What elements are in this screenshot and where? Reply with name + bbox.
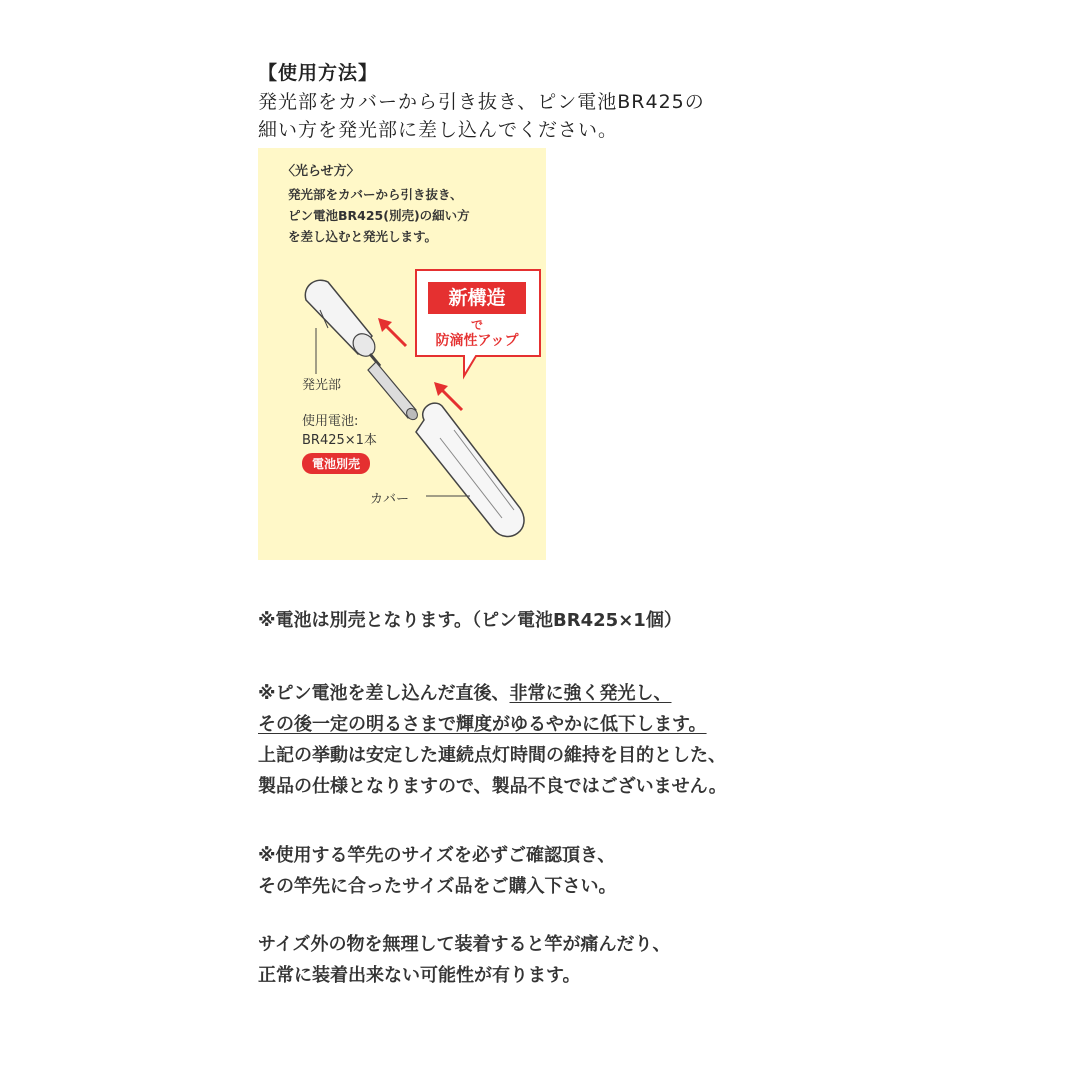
usage-line: 発光部をカバーから引き抜き、ピン電池BR425の (258, 91, 705, 113)
warning-note (258, 929, 671, 991)
callout-sub-text: で (470, 318, 483, 332)
size-line: その竿先に合ったサイズ品をご購入下さい。 (258, 876, 617, 897)
diagram-desc-line: を差し込むと発光します。 (288, 229, 438, 244)
cover-label: カバー (370, 492, 410, 507)
brightness-line: その後一定の明るさまで輝度がゆるやかに低下します。 (258, 714, 707, 735)
brightness-line: 製品の仕様となりますので、製品不良ではございません。 (258, 776, 727, 797)
battery-label: 使用電池: (302, 414, 359, 429)
usage-line: 細い方を発光部に差し込んでください。 (258, 119, 619, 141)
battery-pin (368, 354, 420, 422)
size-note (258, 840, 617, 902)
diagram-desc-line: ピン電池BR425(別売)の細い方 (288, 208, 470, 223)
new-structure-callout (414, 268, 540, 358)
brightness-text: ※ピン電池を差し込んだ直後、 (258, 683, 510, 704)
cover-part (416, 403, 524, 536)
battery-sold-separately-badge: 電池別売 (302, 453, 370, 474)
brightness-line: 上記の挙動は安定した連続点灯時間の維持を目的とした、 (258, 745, 726, 766)
how-to-light-diagram (258, 148, 546, 560)
diagram-desc-line: 発光部をカバーから引き抜き、 (288, 187, 463, 202)
warning-line: 正常に装着出来ない可能性が有ります。 (258, 965, 581, 986)
brightness-note (258, 678, 727, 802)
callout-sub-text: 防滴性アップ (435, 333, 519, 349)
emitter-label: 発光部 (302, 378, 342, 393)
usage-heading: 【使用方法】 (258, 62, 379, 84)
brightness-line (258, 678, 727, 709)
callout-main-text: 新構造 (428, 282, 526, 314)
brightness-underlined: 非常に強く発光し、 (509, 683, 672, 704)
usage-instructions (258, 88, 705, 144)
diagram-title: 〈光らせ方〉 (282, 164, 360, 179)
battery-note: ※電池は別売となります。（ピン電池BR425×1個） (258, 610, 682, 631)
warning-line: サイズ外の物を無理して装着すると竿が痛んだり、 (258, 934, 671, 955)
size-line: ※使用する竿先のサイズを必ずご確認頂き、 (258, 845, 616, 866)
battery-label: BR425×1本 (302, 433, 377, 448)
